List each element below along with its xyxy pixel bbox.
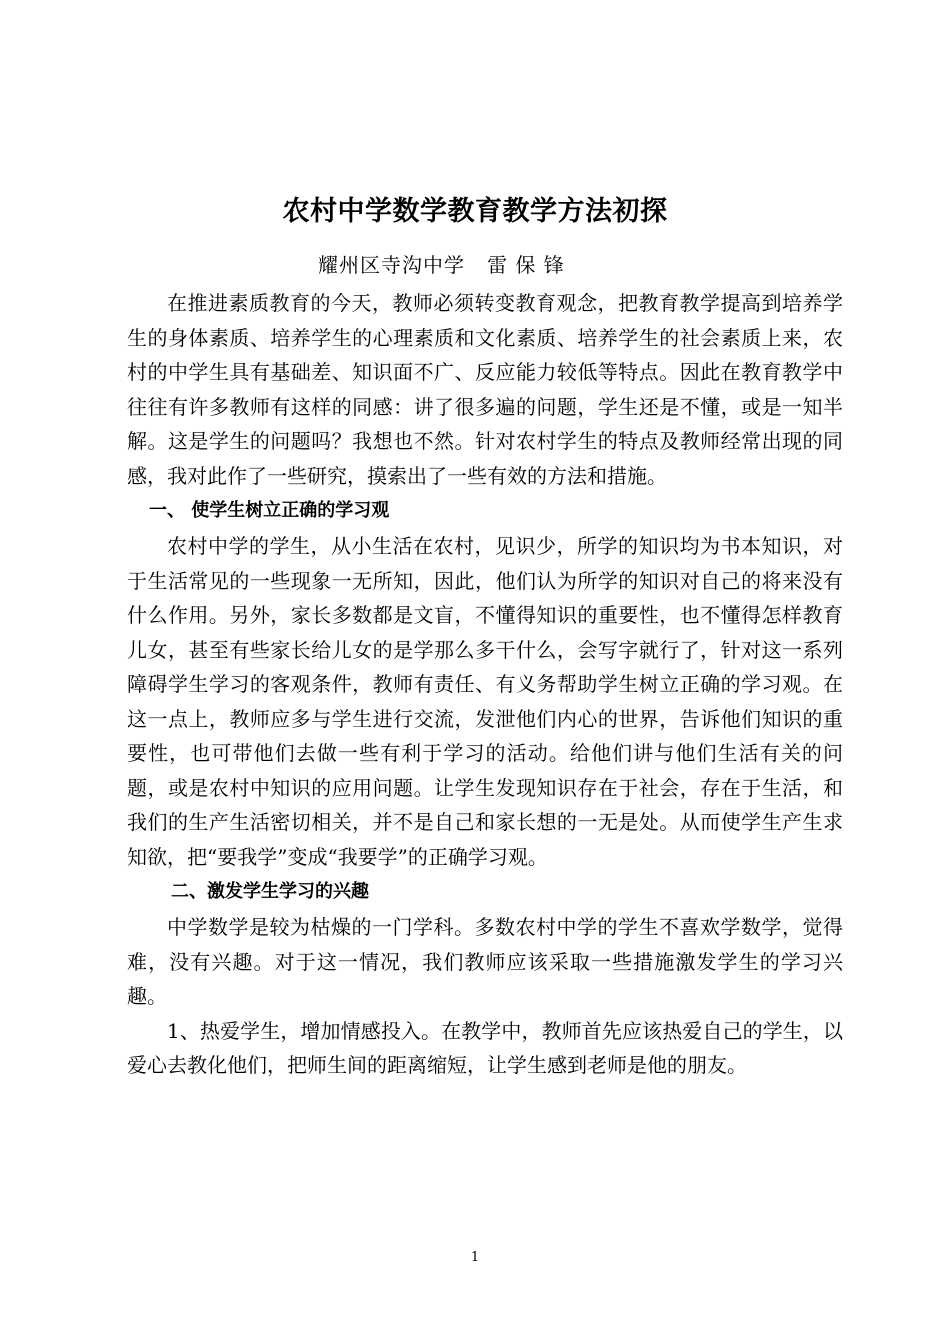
section-2-paragraph: 中学数学是较为枯燥的一门学科。多数农村中学的学生不喜欢学数学，觉得难，没有兴趣。对于这一情况，我们教师应该采取一些措施激发学生的学习兴趣。 xyxy=(127,915,843,1008)
document-title: 农村中学数学教育教学方法初探 xyxy=(282,196,668,227)
document-body xyxy=(127,286,843,1083)
section-heading-1: 一、 使学生树立正确的学习观 xyxy=(149,500,390,521)
intro-paragraph: 在推进素质教育的今天，教师必须转变教育观念，把教育教学提高到培养学生的身体素质、培养学生的心理素质和文化素质、培养学生的社会素质上来，农村的中学生具有基础差、知识面不广、反应能力较低等特点。因此在教育教学中往往有许多教师有这样的同感：讲了很多遍的问题，学生还是不懂，或是一知半解。这是学生的问题吗？我想也不然。针对农村学生的特点及教师经常出现的同感，我对此作了一些研究，摸索出了一些有效的方法和措施。 xyxy=(127,291,843,488)
section-1-paragraph: 农村中学的学生，从小生活在农村，见识少，所学的知识均为书本知识，对于生活常见的一些现象一无所知，因此，他们认为所学的知识对自己的将来没有什么作用。另外，家长多数都是文盲，不懂得知识的重要性，也不懂得怎样教育儿女，甚至有些家长给儿女的是学那么多干什么，会写字就行了，针对这一系列障碍学生学习的客观条件，教师有责任、有义务帮助学生树立正确的学习观。在这一点上，教师应多与学生进行交流，发泄他们内心的世界，告诉他们知识的重要性，也可带他们去做一些有利于学习的活动。给他们讲与他们生活有关的问题，或是农村中知识的应用问题。让学生发现知识存在于社会，存在于生活，和我们的生产生活密切相关，并不是自己和家长想的一无是处。从而使学生产生求知欲，把“要我学”变成“我要学”的正确学习观。 xyxy=(127,534,843,869)
section-heading-2: 二、激发学生学习的兴趣 xyxy=(171,881,369,902)
section-2-item-1: 1、热爱学生，增加情感投入。在教学中，教师首先应该热爱自己的学生，以爱心去教化他们，把师生间的距离缩短，让学生感到老师是他的朋友。 xyxy=(127,1018,843,1077)
page-number: 1 xyxy=(470,1250,480,1265)
author-line: 耀州区寺沟中学 雷 保 锋 xyxy=(318,253,565,277)
